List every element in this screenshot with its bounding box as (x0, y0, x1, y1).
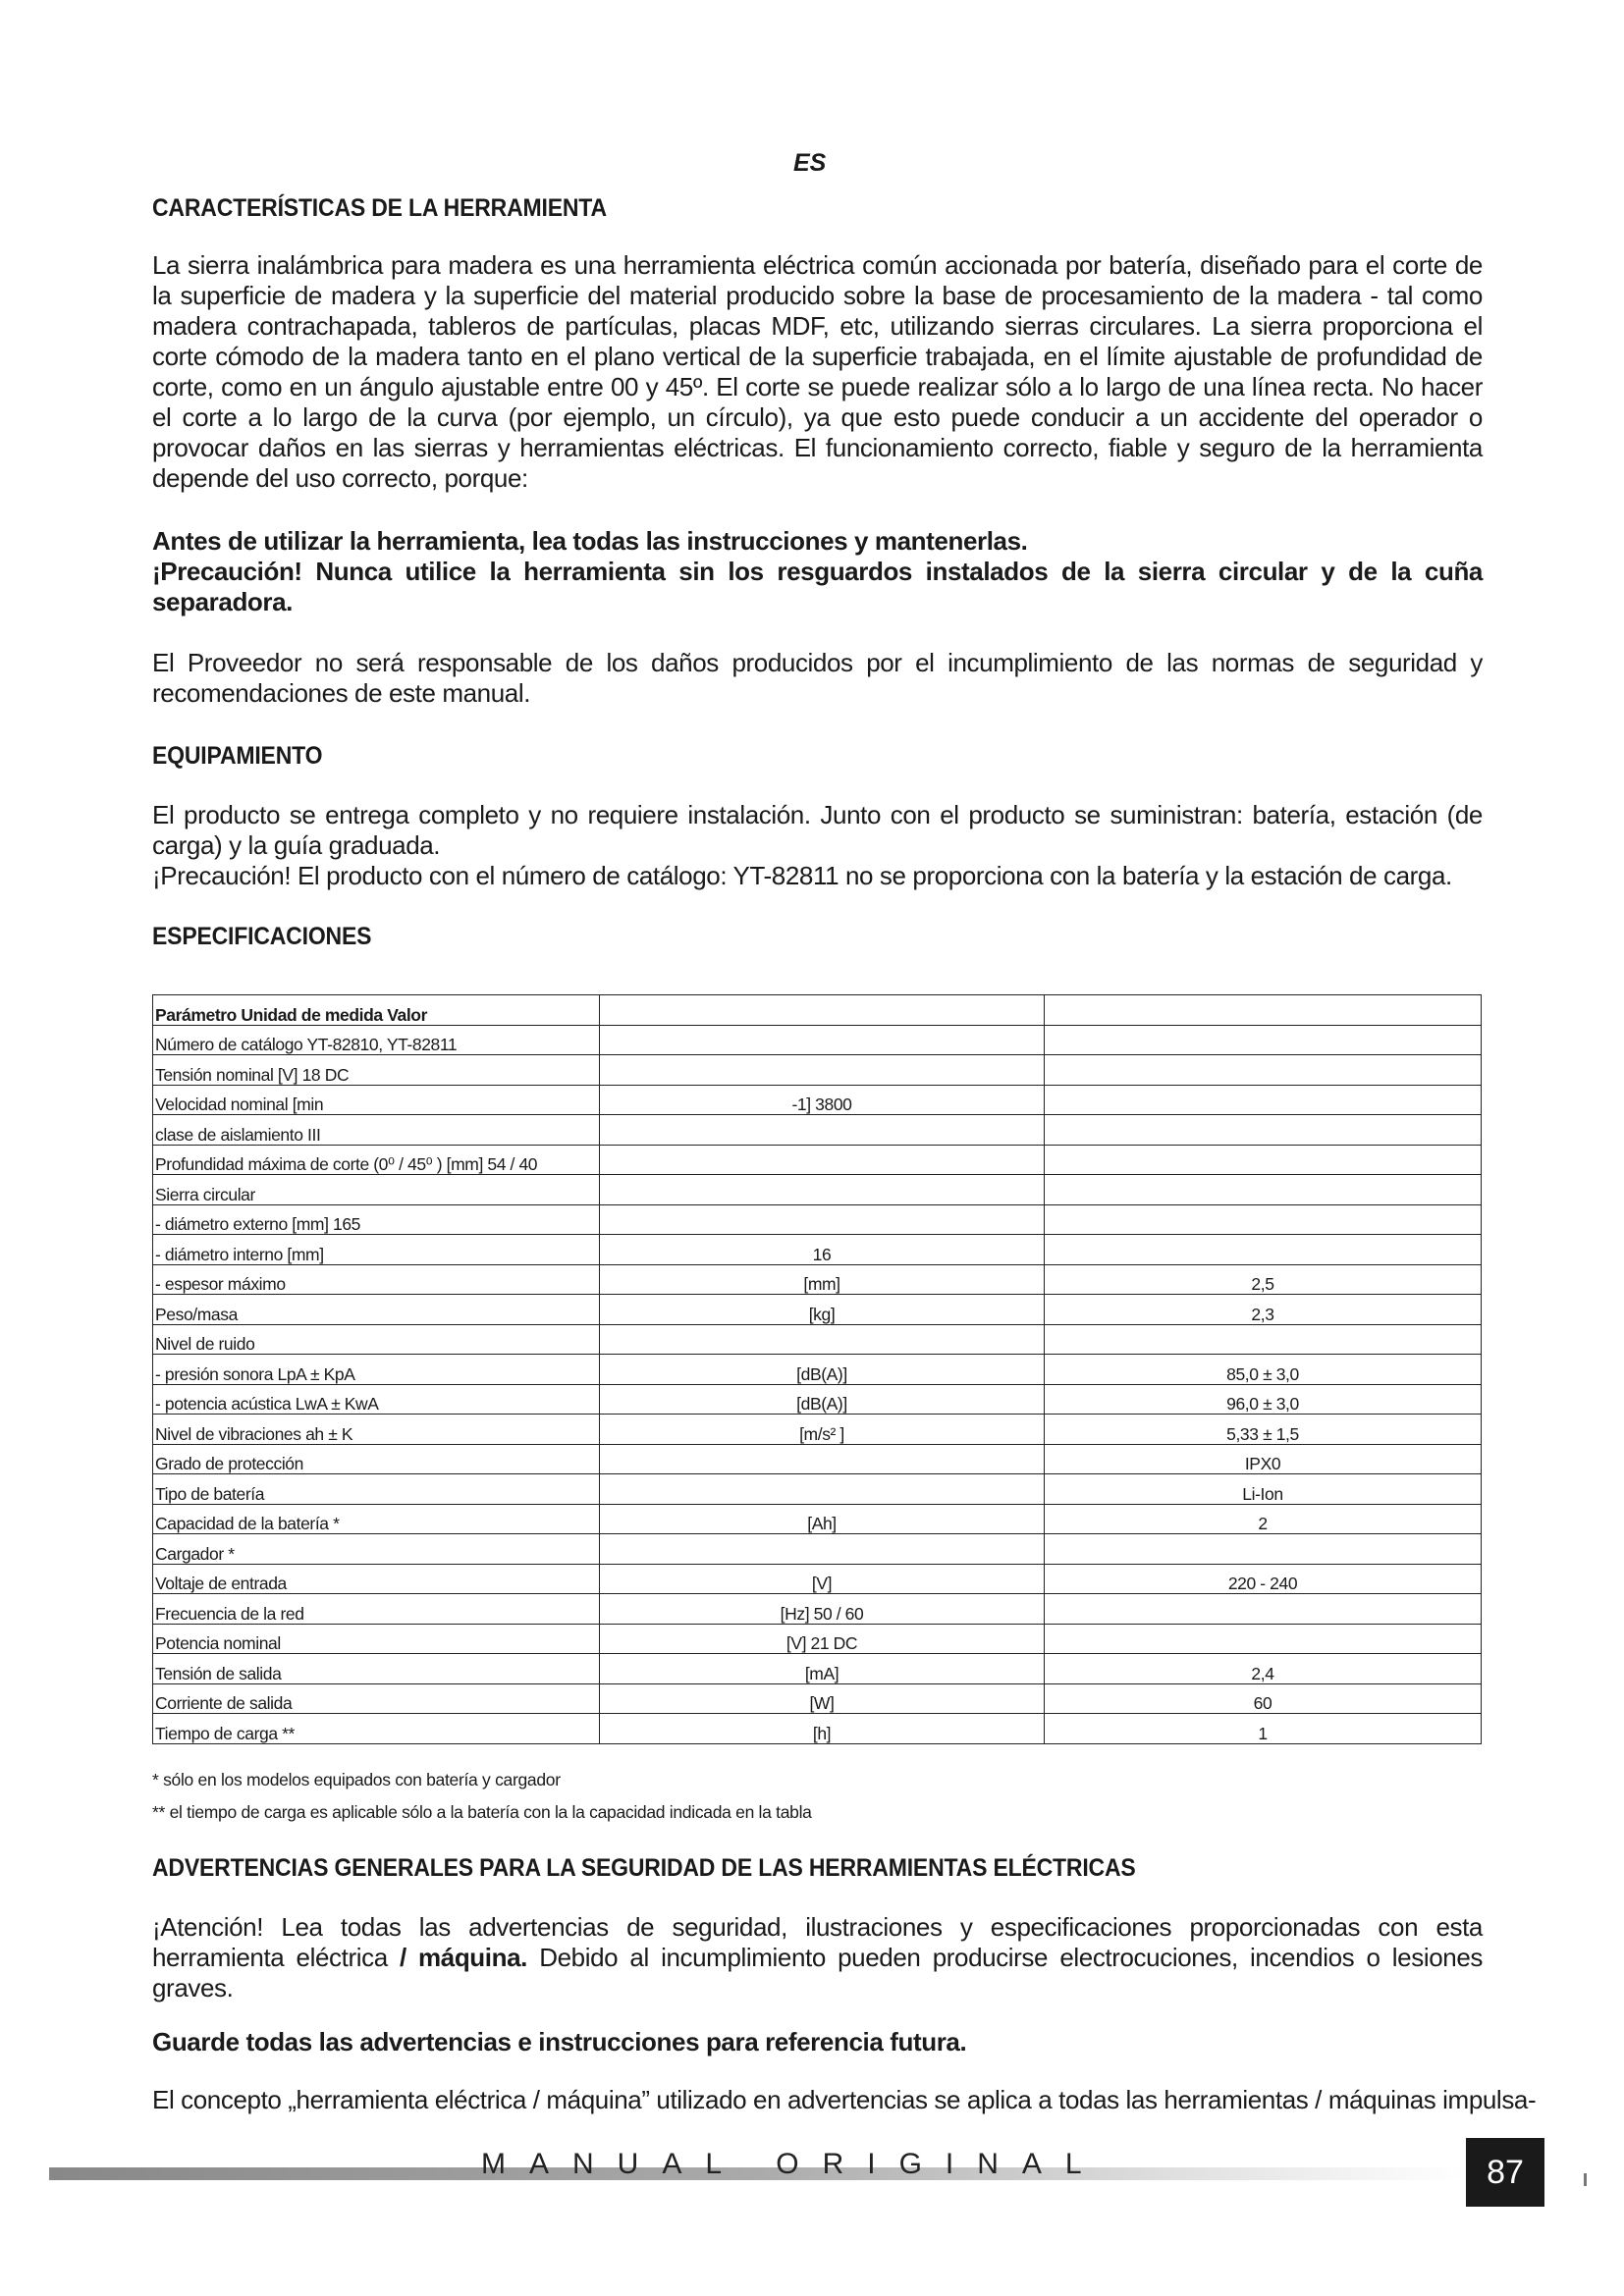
param-cell: Grado de protección (153, 1444, 600, 1474)
table-row (153, 1415, 1482, 1445)
param-cell: Sierra circular (153, 1175, 600, 1205)
param-cell: Tiempo de carga ** (153, 1714, 600, 1744)
table-row (153, 1624, 1482, 1654)
value-cell (1045, 1594, 1482, 1625)
unit-cell: [W] (600, 1683, 1045, 1714)
table-row (153, 1564, 1482, 1594)
unit-cell (600, 995, 1045, 1026)
param-cell: Corriente de salida (153, 1683, 600, 1714)
unit-cell: [dB(A)] (600, 1384, 1045, 1415)
unit-cell (600, 1175, 1045, 1205)
spec-table-wrap (152, 994, 1483, 1744)
table-row (153, 1534, 1482, 1565)
table-row (153, 1295, 1482, 1325)
value-cell (1045, 1085, 1482, 1115)
param-cell: Parámetro Unidad de medida Valor (153, 995, 600, 1026)
table-row (153, 1085, 1482, 1115)
param-cell: Número de catálogo YT-82810, YT-82811 (153, 1025, 600, 1055)
value-cell (1045, 1175, 1482, 1205)
unit-cell: [V] 21 DC (600, 1624, 1045, 1654)
param-cell: Cargador * (153, 1534, 600, 1565)
param-cell: clase de aislamiento III (153, 1115, 600, 1146)
note-battery: * sólo en los modelos equipados con batería y cargador (152, 1769, 561, 1789)
paragraph-concept: El concepto „herramienta eléctrica / máquina” utilizado en advertencias se aplica a todas las herramientas / máquinas impulsa- (152, 2084, 1537, 2114)
unit-cell: [m/s² ] (600, 1415, 1045, 1445)
instruction-keep: Guarde todas las advertencias e instrucciones para referencia futura. (152, 2026, 967, 2056)
unit-cell: [h] (600, 1714, 1045, 1744)
param-cell: Frecuencia de la red (153, 1594, 600, 1625)
value-cell (1045, 995, 1482, 1026)
unit-cell: -1] 3800 (600, 1085, 1045, 1115)
attention-consequence: Debido al incumplimiento pueden producirse electrocuciones, incendios o lesiones graves. (152, 1942, 1483, 2002)
value-cell: 1 (1045, 1714, 1482, 1744)
paragraph-equipment: El producto se entrega completo y no requiere instalación. Junto con el producto se suministran: batería, estación (de carga) y la guía graduada. (152, 800, 1483, 860)
page-content (152, 194, 1537, 2115)
attention-text: ¡Atención! Lea todas las advertencias de seguridad, ilustraciones y especificaciones proporcionadas con esta herramienta eléctrica (152, 1911, 1483, 1972)
param-cell: Tensión nominal [V] 18 DC (153, 1055, 600, 1086)
param-cell: Capacidad de la batería * (153, 1504, 600, 1534)
param-cell: Nivel de ruido (153, 1324, 600, 1355)
value-cell (1045, 1204, 1482, 1235)
note-charge-time: ** el tiempo de carga es aplicable sólo a la batería con la la capacidad indicada en la tabla (152, 1801, 812, 1822)
table-row (153, 1714, 1482, 1744)
section-title-safety: ADVERTENCIAS GENERALES PARA LA SEGURIDAD DE LAS HERRAMIENTAS ELÉCTRICAS (152, 1853, 1136, 1882)
value-cell: 2 (1045, 1504, 1482, 1534)
param-cell: - potencia acústica LwA ± KwA (153, 1384, 600, 1415)
value-cell: 85,0 ± 3,0 (1045, 1355, 1482, 1385)
param-cell: Velocidad nominal [min (153, 1085, 600, 1115)
value-cell: 96,0 ± 3,0 (1045, 1384, 1482, 1415)
unit-cell (600, 1055, 1045, 1086)
table-row (153, 1594, 1482, 1625)
table-row (153, 1474, 1482, 1505)
table-notes (152, 1764, 1483, 1829)
unit-cell (600, 1025, 1045, 1055)
unit-cell (600, 1145, 1045, 1175)
param-cell: Voltaje de entrada (153, 1564, 600, 1594)
value-cell: 2,5 (1045, 1264, 1482, 1295)
value-cell (1045, 1324, 1482, 1355)
caution-guards: ¡Precaución! Nunca utilice la herramienta sin los resguardos instalados de la sierra circular y de la cuña separadora. (152, 557, 1483, 616)
table-row (153, 1235, 1482, 1265)
value-cell: 60 (1045, 1683, 1482, 1714)
section-title-specs: ESPECIFICACIONES (152, 923, 372, 950)
table-row (153, 995, 1482, 1026)
unit-cell: [mA] (600, 1654, 1045, 1684)
table-row (153, 1654, 1482, 1684)
unit-cell: [V] (600, 1564, 1045, 1594)
table-row (153, 1324, 1482, 1355)
unit-cell (600, 1474, 1045, 1505)
unit-cell (600, 1534, 1045, 1565)
page-tick-mark (1584, 2173, 1587, 2186)
table-row (153, 1204, 1482, 1235)
table-row (153, 1115, 1482, 1146)
param-cell: Tipo de batería (153, 1474, 600, 1505)
param-cell: Tensión de salida (153, 1654, 600, 1684)
param-cell: - diámetro externo [mm] 165 (153, 1204, 600, 1235)
table-row (153, 1145, 1482, 1175)
table-row (153, 1444, 1482, 1474)
unit-cell (600, 1204, 1045, 1235)
table-row (153, 1264, 1482, 1295)
value-cell: 5,33 ± 1,5 (1045, 1415, 1482, 1445)
caution-catalog: ¡Precaución! El producto con el número de catálogo: YT-82811 no se proporciona con la batería y la estación de carga. (152, 861, 1452, 890)
value-cell: 2,4 (1045, 1654, 1482, 1684)
value-cell: Li-Ion (1045, 1474, 1482, 1505)
spec-table (152, 994, 1482, 1744)
value-cell: 220 - 240 (1045, 1564, 1482, 1594)
table-row (153, 1504, 1482, 1534)
footer-manual-original: MANUAL ORIGINAL (481, 2148, 1106, 2180)
unit-cell (600, 1115, 1045, 1146)
instruction-read: Antes de utilizar la herramienta, lea todas las instrucciones y mantenerlas. (152, 526, 1028, 556)
value-cell (1045, 1145, 1482, 1175)
section-title-features: CARACTERÍSTICAS DE LA HERRAMIENTA (152, 194, 607, 222)
value-cell (1045, 1624, 1482, 1654)
table-row (153, 1683, 1482, 1714)
param-cell: Profundidad máxima de corte (0⁰ / 45⁰ ) [mm] 54 / 40 (153, 1145, 600, 1175)
param-cell: Nivel de vibraciones ah ± K (153, 1415, 600, 1445)
table-row (153, 1025, 1482, 1055)
table-row (153, 1384, 1482, 1415)
table-row (153, 1055, 1482, 1086)
attention-machine: / máquina. (400, 1942, 527, 1972)
value-cell (1045, 1055, 1482, 1086)
unit-cell: 16 (600, 1235, 1045, 1265)
unit-cell: [kg] (600, 1295, 1045, 1325)
unit-cell: [Hz] 50 / 60 (600, 1594, 1045, 1625)
unit-cell: [Ah] (600, 1504, 1045, 1534)
param-cell: - espesor máximo (153, 1264, 600, 1295)
page-number: 87 (1466, 2138, 1544, 2207)
param-cell: Potencia nominal (153, 1624, 600, 1654)
value-cell: 2,3 (1045, 1295, 1482, 1325)
param-cell: Peso/masa (153, 1295, 600, 1325)
language-code: ES (793, 149, 827, 177)
value-cell (1045, 1235, 1482, 1265)
table-row (153, 1175, 1482, 1205)
value-cell (1045, 1115, 1482, 1146)
value-cell (1045, 1025, 1482, 1055)
value-cell (1045, 1534, 1482, 1565)
unit-cell (600, 1324, 1045, 1355)
table-row (153, 1355, 1482, 1385)
section-title-equipment: EQUIPAMIENTO (152, 742, 323, 770)
unit-cell: [mm] (600, 1264, 1045, 1295)
unit-cell (600, 1444, 1045, 1474)
param-cell: - diámetro interno [mm] (153, 1235, 600, 1265)
unit-cell: [dB(A)] (600, 1355, 1045, 1385)
value-cell: IPX0 (1045, 1444, 1482, 1474)
param-cell: - presión sonora LpA ± KpA (153, 1355, 600, 1385)
paragraph-supplier: El Proveedor no será responsable de los daños producidos por el incumplimiento de las normas de seguridad y recomendaciones de este manual. (152, 648, 1483, 708)
paragraph-attention (152, 1912, 1483, 2003)
paragraph-features: La sierra inalámbrica para madera es una herramienta eléctrica común accionada por batería, diseñado para el corte de la superficie de madera y la superficie del material producido sobre la base de procesamiento de la madera - tal como madera contrachapada, tableros de partículas, placas MDF, etc, utilizando sierras circulares. La sierra proporciona el corte cómodo de la madera tanto en el plano vertical de la superficie trabajada, en el límite ajustable de profundidad de corte, como en un ángulo ajustable entre 00 y 45º. El corte se puede realizar sólo a lo largo de una línea recta. No hacer el corte a lo largo de la curva (por ejemplo, un círculo), ya que esto puede conducir a un accidente del operador o provocar daños en las sierras y herramientas eléctricas. El funcionamiento correcto, fiable y seguro de la herramienta depende del uso correcto, porque: (152, 250, 1483, 493)
